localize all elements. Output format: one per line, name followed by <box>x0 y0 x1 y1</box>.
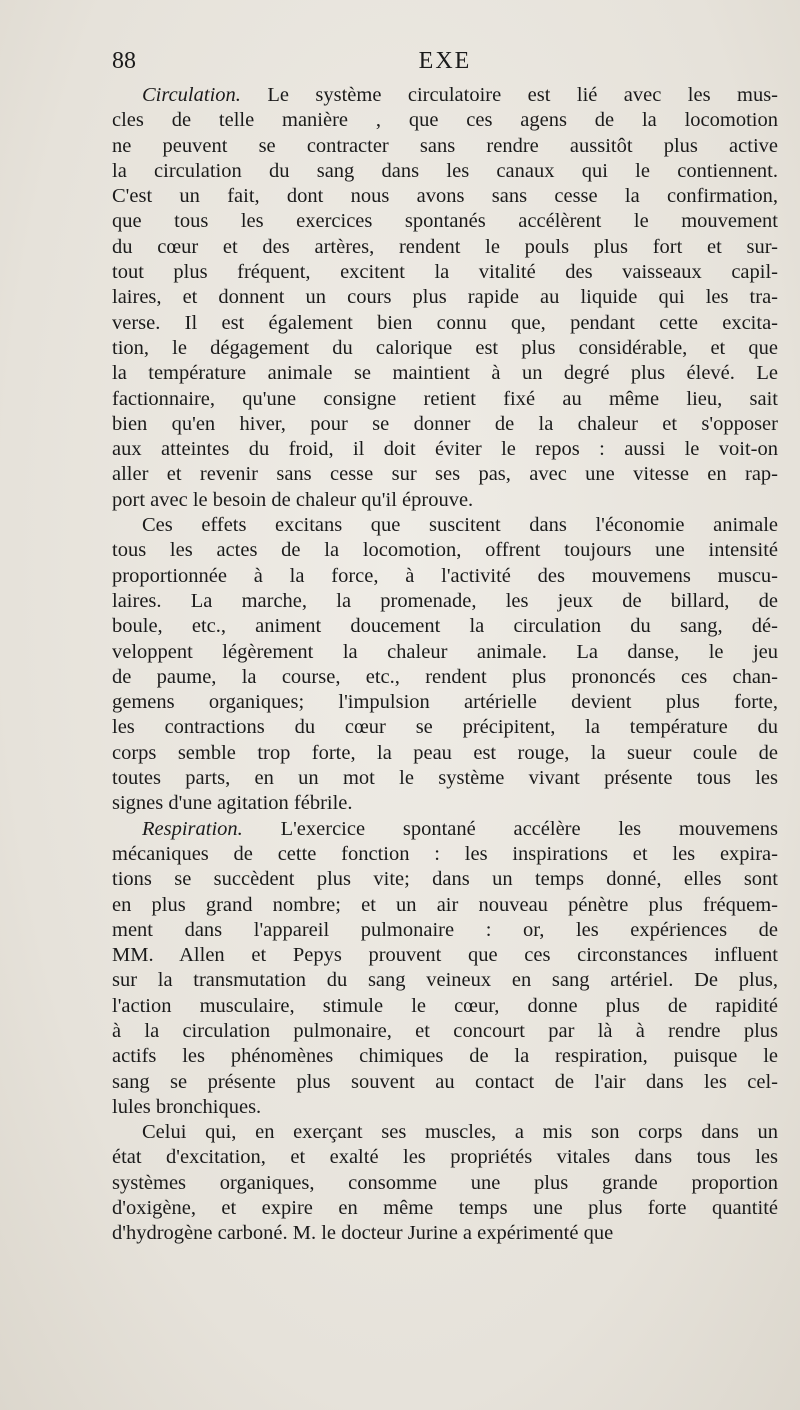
text-line <box>112 361 778 386</box>
text-line <box>112 1196 778 1221</box>
line-text: en plus grand nombre; et un air nouveau pénètre plus fréquem- <box>112 893 778 916</box>
line-text: L'exercice spontané accélère les mouvemens <box>242 817 778 840</box>
running-head: EXE <box>418 48 472 74</box>
line-text: mécaniques de cette fonction : les inspirations et les expira- <box>112 842 778 865</box>
text-line <box>112 867 778 892</box>
line-text: boule, etc., animent doucement la circulation du sang, dé- <box>112 615 778 638</box>
text-line <box>112 715 778 740</box>
text-line <box>112 1120 778 1145</box>
line-text: sang se présente plus souvent au contact de l'air dans les cel- <box>112 1070 778 1093</box>
line-text: gemens organiques; l'impulsion artérielle devient plus forte, <box>112 691 778 714</box>
text-line <box>112 589 778 614</box>
text-line <box>112 260 778 285</box>
line-text: Celui qui, en exerçant ses muscles, a mis son corps dans un <box>142 1121 778 1144</box>
text-line <box>112 564 778 589</box>
text-line <box>112 665 778 690</box>
line-text: C'est un fait, dont nous avons sans cesse la confirmation, <box>112 185 778 208</box>
text-line <box>112 209 778 234</box>
text-line <box>112 488 778 513</box>
text-line <box>112 766 778 791</box>
line-text: la circulation du sang dans les canaux qui le contiennent. <box>112 159 778 182</box>
text-line <box>112 640 778 665</box>
text-line <box>112 311 778 336</box>
line-text: de paume, la course, etc., rendent plus prononcés ces chan- <box>112 665 778 688</box>
line-text: à la circulation pulmonaire, et concourt par là à rendre plus <box>112 1019 778 1042</box>
line-text: ne peuvent se contracter sans rendre aussitôt plus active <box>112 134 778 157</box>
text-line <box>112 918 778 943</box>
text-line <box>112 184 778 209</box>
line-text: Ces effets excitans que suscitent dans l'économie animale <box>142 514 778 537</box>
line-text: tion, le dégagement du calorique est plus considérable, et que <box>112 336 778 359</box>
paragraph <box>112 817 778 1121</box>
line-text: toutes parts, en un mot le système vivant présente tous les <box>112 767 778 790</box>
line-text: que tous les exercices spontanés accélèrent le mouvement <box>112 210 778 233</box>
line-text: aux atteintes du froid, il doit éviter le repos : aussi le voit-on <box>112 438 778 461</box>
line-text: laires. La marche, la promenade, les jeux de billard, de <box>112 589 778 612</box>
text-line <box>112 994 778 1019</box>
line-text: veloppent légèrement la chaleur animale. La danse, le jeu <box>112 640 778 663</box>
line-text: laires, et donnent un cours plus rapide au liquide qui les tra- <box>112 286 778 309</box>
line-text: aller et revenir sans cesse sur ses pas, avec une vitesse en rap- <box>112 463 778 486</box>
line-text: actifs les phénomènes chimiques de la respiration, puisque le <box>112 1045 778 1068</box>
text-line <box>112 1019 778 1044</box>
text-line <box>112 159 778 184</box>
paragraph <box>112 513 778 817</box>
section-lead: Circulation. <box>142 84 241 106</box>
paragraph <box>112 1120 778 1246</box>
page-number: 88 <box>112 48 136 74</box>
text-line <box>112 1070 778 1095</box>
line-text: du cœur et des artères, rendent le pouls plus fort et sur- <box>112 235 778 258</box>
line-text: verse. Il est également bien connu que, pendant cette excita- <box>112 311 778 334</box>
line-text: sur la transmutation du sang veineux en sang artériel. De plus, <box>112 969 778 992</box>
text-line <box>112 1044 778 1069</box>
line-text: factionnaire, qu'une consigne retient fixé au même lieu, sait <box>112 387 778 410</box>
line-text: d'oxigène, et expire en même temps une plus forte quantité <box>112 1197 778 1220</box>
text-line <box>112 1095 778 1120</box>
text-line <box>112 462 778 487</box>
text-line <box>112 513 778 538</box>
line-text: corps semble trop forte, la peau est rouge, la sueur coule de <box>112 741 778 764</box>
text-line <box>112 791 778 816</box>
line-text: l'action musculaire, stimule le cœur, donne plus de rapidité <box>112 994 778 1017</box>
line-text: les contractions du cœur se précipitent, la température du <box>112 716 778 739</box>
line-text: ment dans l'appareil pulmonaire : or, les expériences de <box>112 918 778 941</box>
text-line <box>112 943 778 968</box>
text-line <box>112 134 778 159</box>
text-line <box>112 741 778 766</box>
section-lead: Respiration. <box>142 817 243 840</box>
line-text: MM. Allen et Pepys prouvent que ces circonstances influent <box>112 944 778 967</box>
text-line <box>112 336 778 361</box>
text-line <box>112 893 778 918</box>
line-text: cles de telle manière , que ces agens de la locomotion <box>112 109 778 132</box>
line-text: signes d'une agitation fébrile. <box>112 792 353 815</box>
line-text: tions se succèdent plus vite; dans un temps donné, elles sont <box>112 868 778 891</box>
text-line <box>112 235 778 260</box>
line-text: port avec le besoin de chaleur qu'il éprouve. <box>112 488 474 511</box>
line-text: proportionnée à la force, à l'activité des mouvemens muscu- <box>112 564 778 587</box>
line-text: état d'excitation, et exalté les propriétés vitales dans tous les <box>112 1146 778 1169</box>
line-text: d'hydrogène carboné. M. le docteur Jurine a expérimenté que <box>112 1222 614 1245</box>
line-text: la température animale se maintient à un degré plus élevé. Le <box>112 362 778 385</box>
line-text: tout plus fréquent, excitent la vitalité des vaisseaux capil- <box>112 261 778 284</box>
text-line <box>112 1221 778 1246</box>
page-header <box>112 48 778 78</box>
line-text: tous les actes de la locomotion, offrent toujours une intensité <box>112 539 778 562</box>
text-line <box>112 538 778 563</box>
text-line <box>112 83 778 108</box>
body-text <box>112 83 778 1247</box>
text-line <box>112 412 778 437</box>
text-line <box>112 842 778 867</box>
line-text: bien qu'en hiver, pour se donner de la chaleur et s'opposer <box>112 412 778 435</box>
line-text: Le système circulatoire est lié avec les mus- <box>240 84 778 106</box>
text-line <box>112 614 778 639</box>
text-line <box>112 968 778 993</box>
text-line <box>112 108 778 133</box>
text-line <box>112 817 778 842</box>
text-line <box>112 285 778 310</box>
text-line <box>112 437 778 462</box>
text-line <box>112 690 778 715</box>
line-text: systèmes organiques, consomme une plus grande proportion <box>112 1171 778 1194</box>
paragraph <box>112 83 778 513</box>
text-line <box>112 1145 778 1170</box>
line-text: lules bronchiques. <box>112 1095 262 1118</box>
text-line <box>112 1171 778 1196</box>
text-line <box>112 387 778 412</box>
